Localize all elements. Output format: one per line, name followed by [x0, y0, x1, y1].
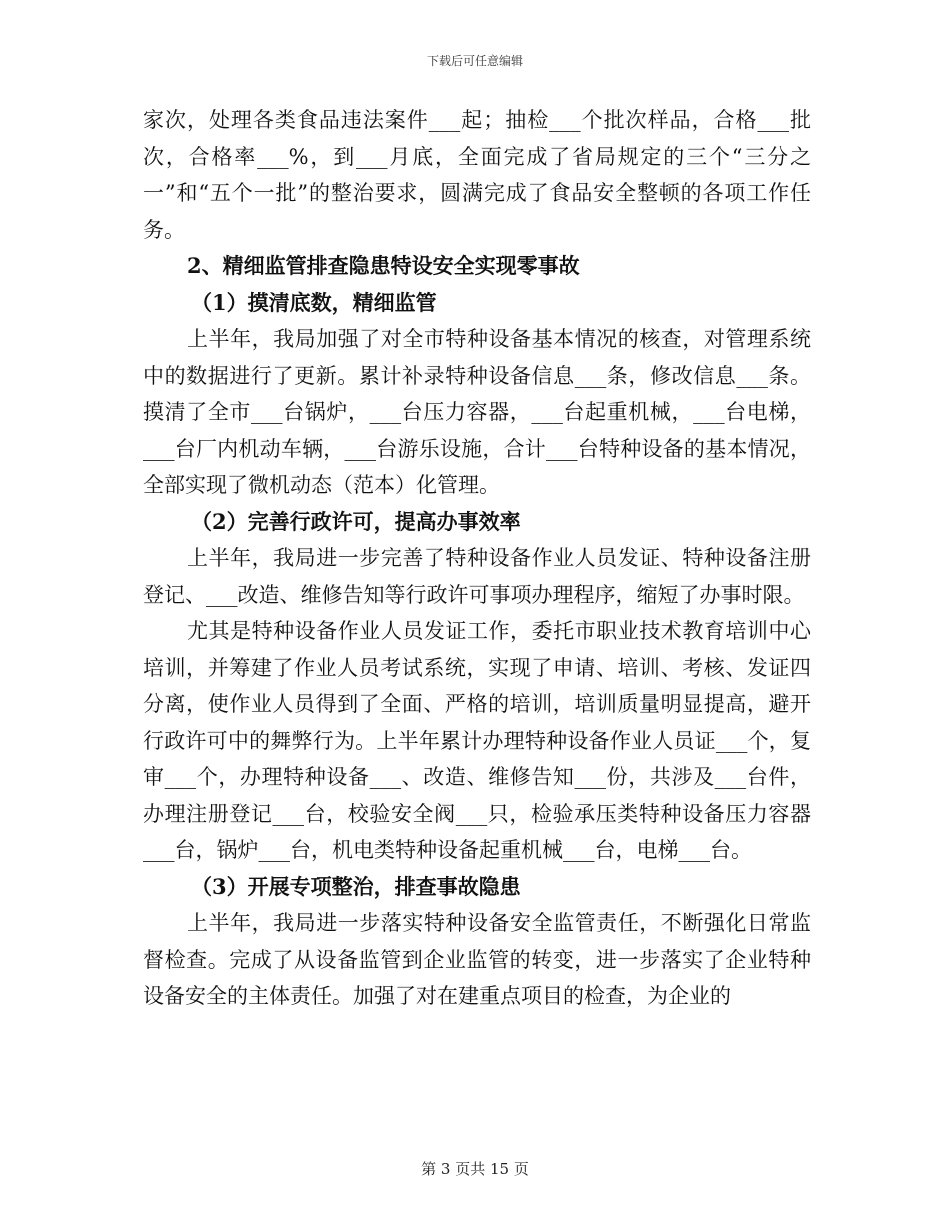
paragraph: 上半年，我局进一步落实特种设备安全监管责任，不断强化日常监督检查。完成了从设备监管到企业监管的转变，进一步落实了企业特种设备安全的主体责任。加强了对在建重点项目的检查，为企业的: [143, 911, 811, 1008]
subsection-heading: （1）摸清底数，精细监管: [191, 289, 437, 315]
document-body: [143, 102, 811, 1015]
paragraph: 上半年，我局进一步完善了特种设备作业人员发证、特种设备注册登记、___改造、维修告知等行政许可事项办理程序，缩短了办事时限。: [143, 546, 811, 607]
subsection-heading: （2）完善行政许可，提高办事效率: [191, 508, 521, 534]
paragraph: 家次，处理各类食品违法案件___起；抽检___个批次样品，合格___批次，合格率___%，到___月底，全面完成了省局规定的三个“三分之一”和“五个一批”的整治要求，圆满完成了食品安全整顿的各项工作任务。: [143, 108, 811, 242]
page-header-note: 下载后可任意编辑: [426, 54, 523, 68]
paragraph: 上半年，我局加强了对全市特种设备基本情况的核查，对管理系统中的数据进行了更新。累计补录特种设备信息___条，修改信息___条。摸清了全市___台锅炉，___台压力容器，___台起重机械，___台电梯，___台厂内机动车辆，___台游乐设施，合计___台特种设备的基本情况，全部实现了微机动态（范本）化管理。: [143, 327, 811, 497]
page-number: 第 3 页共 15 页: [421, 1160, 529, 1178]
section-heading: 2、精细监管排查隐患特设安全实现零事故: [187, 253, 580, 278]
paragraph: 尤其是特种设备作业人员发证工作，委托市职业技术教育培训中心培训，并筹建了作业人员考试系统，实现了申请、培训、考核、发证四分离，使作业人员得到了全面、严格的培训，培训质量明显提高，避开行政许可中的舞弊行为。上半年累计办理特种设备作业人员证___个，复审___个，办理特种设备___、改造、维修告知___份，共涉及___台件，办理注册登记___台，校验安全阀___只，检验承压类特种设备压力容器___台，锅炉___台，机电类特种设备起重机械___台，电梯___台。: [143, 619, 811, 862]
subsection-heading: （3）开展专项整治，排查事故隐患: [191, 873, 521, 899]
